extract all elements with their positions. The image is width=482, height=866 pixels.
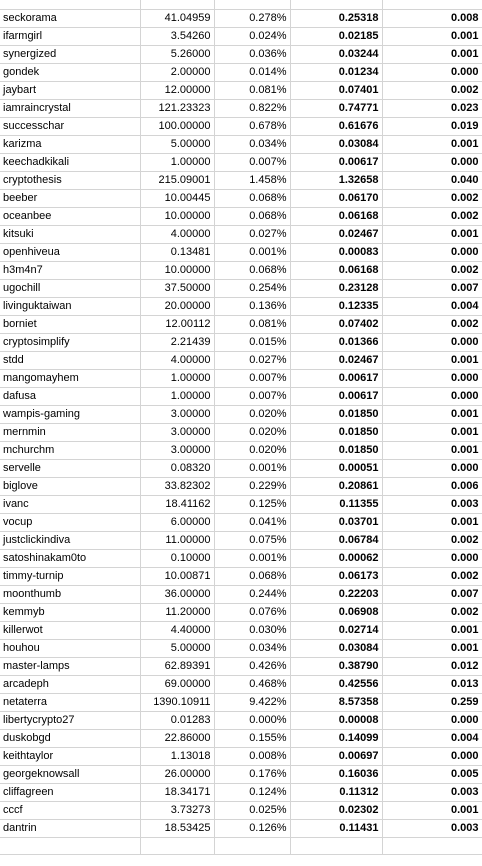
cell-payout[interactable]: 0.019 (382, 117, 482, 135)
cell-percent[interactable]: 0.024% (214, 27, 290, 45)
cell-percent[interactable]: 0.014% (214, 63, 290, 81)
cell-amount[interactable]: 10.00000 (140, 261, 214, 279)
cell-percent[interactable]: 0.468% (214, 675, 290, 693)
cell-empty[interactable] (214, 837, 290, 854)
cell-account[interactable]: dafusa (0, 387, 140, 405)
table-row (0, 603, 482, 621)
table-row (0, 765, 482, 783)
cell-share[interactable]: 0.01850 (290, 441, 382, 459)
cell-amount[interactable]: 1.00000 (140, 387, 214, 405)
cell-account[interactable]: jaybart (0, 81, 140, 99)
cell-share[interactable]: 0.00617 (290, 387, 382, 405)
cell-amount[interactable]: 12.00112 (140, 315, 214, 333)
cell-payout[interactable]: 0.002 (382, 531, 482, 549)
cell-empty[interactable] (0, 837, 140, 854)
cell-share[interactable]: 0.22203 (290, 585, 382, 603)
cell-empty[interactable] (0, 0, 140, 9)
cell-account[interactable]: houhou (0, 639, 140, 657)
cell-amount[interactable]: 0.08320 (140, 459, 214, 477)
cell-payout[interactable]: 0.003 (382, 819, 482, 837)
cell-account[interactable]: dantrin (0, 819, 140, 837)
cell-percent[interactable]: 0.034% (214, 135, 290, 153)
cell-share[interactable]: 0.25318 (290, 9, 382, 27)
cell-share[interactable]: 0.61676 (290, 117, 382, 135)
cell-amount[interactable]: 6.00000 (140, 513, 214, 531)
table-row (0, 135, 482, 153)
cell-share[interactable]: 0.02714 (290, 621, 382, 639)
cell-payout[interactable]: 0.002 (382, 207, 482, 225)
cell-amount[interactable]: 26.00000 (140, 765, 214, 783)
cell-amount[interactable]: 0.13481 (140, 243, 214, 261)
table-row (0, 495, 482, 513)
cell-percent[interactable]: 1.458% (214, 171, 290, 189)
cell-payout[interactable]: 0.001 (382, 225, 482, 243)
cell-share[interactable]: 0.00697 (290, 747, 382, 765)
cell-percent[interactable]: 0.081% (214, 81, 290, 99)
cell-account[interactable]: mangomayhem (0, 369, 140, 387)
cell-account[interactable]: h3m4n7 (0, 261, 140, 279)
cell-percent[interactable]: 0.155% (214, 729, 290, 747)
cell-account[interactable]: kitsuki (0, 225, 140, 243)
cell-amount[interactable]: 37.50000 (140, 279, 214, 297)
cell-share[interactable]: 0.02302 (290, 801, 382, 819)
table-row (0, 333, 482, 351)
table-row (0, 747, 482, 765)
table-row (0, 405, 482, 423)
cell-account[interactable]: iamraincrystal (0, 99, 140, 117)
table-row (0, 675, 482, 693)
cell-payout[interactable]: 0.001 (382, 135, 482, 153)
cell-amount[interactable]: 3.00000 (140, 405, 214, 423)
cell-share[interactable]: 0.01366 (290, 333, 382, 351)
cell-account[interactable]: kemmyb (0, 603, 140, 621)
cell-percent[interactable]: 0.068% (214, 207, 290, 225)
table-row (0, 261, 482, 279)
cell-amount[interactable]: 18.41162 (140, 495, 214, 513)
cell-share[interactable]: 1.32658 (290, 171, 382, 189)
cell-payout[interactable]: 0.040 (382, 171, 482, 189)
cell-percent[interactable]: 0.244% (214, 585, 290, 603)
cell-account[interactable]: cryptothesis (0, 171, 140, 189)
cell-percent[interactable]: 0.136% (214, 297, 290, 315)
cell-account[interactable]: seckorama (0, 9, 140, 27)
cell-amount[interactable]: 20.00000 (140, 297, 214, 315)
cell-amount[interactable]: 5.26000 (140, 45, 214, 63)
cell-account[interactable]: ugochill (0, 279, 140, 297)
cell-amount[interactable]: 18.53425 (140, 819, 214, 837)
cell-percent[interactable]: 0.001% (214, 459, 290, 477)
cell-share[interactable]: 0.00062 (290, 549, 382, 567)
cell-amount[interactable]: 2.21439 (140, 333, 214, 351)
cell-amount[interactable]: 62.89391 (140, 657, 214, 675)
cell-share[interactable]: 0.14099 (290, 729, 382, 747)
cell-amount[interactable]: 0.10000 (140, 549, 214, 567)
cell-share[interactable]: 0.03084 (290, 639, 382, 657)
cell-amount[interactable]: 22.86000 (140, 729, 214, 747)
cell-amount[interactable]: 3.00000 (140, 423, 214, 441)
cell-account[interactable]: mernmin (0, 423, 140, 441)
cell-account[interactable]: netaterra (0, 693, 140, 711)
cell-amount[interactable]: 121.23323 (140, 99, 214, 117)
cell-amount[interactable]: 4.40000 (140, 621, 214, 639)
cell-share[interactable]: 0.06168 (290, 207, 382, 225)
cell-amount[interactable]: 18.34171 (140, 783, 214, 801)
cell-payout[interactable]: 0.004 (382, 297, 482, 315)
cell-percent[interactable]: 0.027% (214, 351, 290, 369)
table-row (0, 423, 482, 441)
cell-payout[interactable]: 0.023 (382, 99, 482, 117)
cell-amount[interactable]: 41.04959 (140, 9, 214, 27)
table-row (0, 207, 482, 225)
cell-amount[interactable]: 1.00000 (140, 153, 214, 171)
cell-account[interactable]: cliffagreen (0, 783, 140, 801)
cell-account[interactable]: synergized (0, 45, 140, 63)
cell-percent[interactable]: 0.081% (214, 315, 290, 333)
cell-amount[interactable]: 5.00000 (140, 135, 214, 153)
cell-account[interactable]: borniet (0, 315, 140, 333)
cell-percent[interactable]: 0.020% (214, 441, 290, 459)
cell-account[interactable]: gondek (0, 63, 140, 81)
cell-amount[interactable]: 1390.10911 (140, 693, 214, 711)
cell-share[interactable]: 0.23128 (290, 279, 382, 297)
cell-account[interactable]: georgeknowsall (0, 765, 140, 783)
cell-account[interactable]: mchurchm (0, 441, 140, 459)
cell-account[interactable]: killerwot (0, 621, 140, 639)
cell-account[interactable]: satoshinakam0to (0, 549, 140, 567)
cell-payout[interactable]: 0.002 (382, 603, 482, 621)
cell-share[interactable]: 0.01234 (290, 63, 382, 81)
cell-payout[interactable]: 0.259 (382, 693, 482, 711)
table-row (0, 369, 482, 387)
cell-percent[interactable]: 0.030% (214, 621, 290, 639)
cell-share[interactable]: 0.38790 (290, 657, 382, 675)
cell-share[interactable]: 0.03244 (290, 45, 382, 63)
cell-account[interactable]: stdd (0, 351, 140, 369)
cell-account[interactable]: timmy-turnip (0, 567, 140, 585)
table-row (0, 171, 482, 189)
table-row (0, 315, 482, 333)
cell-account[interactable]: karizma (0, 135, 140, 153)
table-row (0, 657, 482, 675)
cell-amount[interactable]: 3.73273 (140, 801, 214, 819)
cell-share[interactable]: 0.00051 (290, 459, 382, 477)
cell-payout[interactable]: 0.002 (382, 567, 482, 585)
cell-percent[interactable]: 0.229% (214, 477, 290, 495)
cell-payout[interactable]: 0.001 (382, 45, 482, 63)
table-row (0, 693, 482, 711)
cell-percent[interactable]: 0.126% (214, 819, 290, 837)
cell-share[interactable]: 0.00617 (290, 369, 382, 387)
cell-payout[interactable]: 0.000 (382, 369, 482, 387)
cell-share[interactable]: 0.42556 (290, 675, 382, 693)
cell-amount[interactable]: 4.00000 (140, 351, 214, 369)
cell-percent[interactable]: 0.015% (214, 333, 290, 351)
cell-amount[interactable]: 11.00000 (140, 531, 214, 549)
cell-share[interactable]: 0.11312 (290, 783, 382, 801)
cell-account[interactable]: livinguktaiwan (0, 297, 140, 315)
cell-share[interactable]: 0.07401 (290, 81, 382, 99)
table-row (0, 9, 482, 27)
cell-account[interactable]: servelle (0, 459, 140, 477)
cell-empty[interactable] (214, 0, 290, 9)
cell-amount[interactable]: 12.00000 (140, 81, 214, 99)
table-row (0, 819, 482, 837)
table-row (0, 513, 482, 531)
cell-amount[interactable]: 4.00000 (140, 225, 214, 243)
cell-percent[interactable]: 0.278% (214, 9, 290, 27)
cell-payout[interactable]: 0.005 (382, 765, 482, 783)
cell-share[interactable]: 0.11355 (290, 495, 382, 513)
cell-percent[interactable]: 0.176% (214, 765, 290, 783)
cell-account[interactable]: openhiveua (0, 243, 140, 261)
cell-payout[interactable]: 0.004 (382, 729, 482, 747)
cell-percent[interactable]: 0.036% (214, 45, 290, 63)
cell-percent[interactable]: 0.020% (214, 405, 290, 423)
cell-percent[interactable]: 0.125% (214, 495, 290, 513)
cell-amount[interactable]: 69.00000 (140, 675, 214, 693)
cell-payout[interactable]: 0.006 (382, 477, 482, 495)
cell-share[interactable]: 0.11431 (290, 819, 382, 837)
cell-account[interactable]: vocup (0, 513, 140, 531)
cell-account[interactable]: cryptosimplify (0, 333, 140, 351)
cell-payout[interactable]: 0.000 (382, 153, 482, 171)
cell-payout[interactable]: 0.008 (382, 9, 482, 27)
cell-account[interactable]: beeber (0, 189, 140, 207)
cell-share[interactable]: 0.20861 (290, 477, 382, 495)
cell-amount[interactable]: 3.00000 (140, 441, 214, 459)
table-row (0, 729, 482, 747)
table-row (0, 81, 482, 99)
cell-share[interactable]: 0.02467 (290, 351, 382, 369)
cell-payout[interactable]: 0.000 (382, 459, 482, 477)
cell-account[interactable]: arcadeph (0, 675, 140, 693)
cell-payout[interactable]: 0.000 (382, 63, 482, 81)
cell-account[interactable]: libertycrypto27 (0, 711, 140, 729)
cell-percent[interactable]: 0.034% (214, 639, 290, 657)
table-row (0, 621, 482, 639)
cell-empty[interactable] (140, 837, 214, 854)
table-row (0, 27, 482, 45)
cell-percent[interactable]: 0.007% (214, 387, 290, 405)
cell-percent[interactable]: 0.068% (214, 261, 290, 279)
cell-percent[interactable]: 0.041% (214, 513, 290, 531)
cell-share[interactable]: 0.07402 (290, 315, 382, 333)
cell-account[interactable]: wampis-gaming (0, 405, 140, 423)
cell-account[interactable]: ivanc (0, 495, 140, 513)
cell-amount[interactable]: 100.00000 (140, 117, 214, 135)
cell-amount[interactable]: 11.20000 (140, 603, 214, 621)
cell-percent[interactable]: 0.001% (214, 549, 290, 567)
cell-amount[interactable]: 3.54260 (140, 27, 214, 45)
cell-account[interactable]: duskobgd (0, 729, 140, 747)
cell-payout[interactable]: 0.002 (382, 189, 482, 207)
cell-payout[interactable]: 0.000 (382, 387, 482, 405)
cell-amount[interactable]: 0.01283 (140, 711, 214, 729)
cell-payout[interactable]: 0.001 (382, 405, 482, 423)
cell-empty[interactable] (290, 837, 382, 854)
table-row (0, 189, 482, 207)
table-row (0, 711, 482, 729)
cell-payout[interactable]: 0.001 (382, 513, 482, 531)
cell-account[interactable]: oceanbee (0, 207, 140, 225)
cell-amount[interactable]: 1.00000 (140, 369, 214, 387)
cell-empty[interactable] (140, 0, 214, 9)
cell-account[interactable]: successchar (0, 117, 140, 135)
cell-payout[interactable]: 0.001 (382, 351, 482, 369)
cell-share[interactable]: 0.00083 (290, 243, 382, 261)
cell-payout[interactable]: 0.000 (382, 549, 482, 567)
cell-percent[interactable]: 0.027% (214, 225, 290, 243)
cell-account[interactable]: ifarmgirl (0, 27, 140, 45)
cell-share[interactable]: 0.12335 (290, 297, 382, 315)
cell-percent[interactable]: 0.025% (214, 801, 290, 819)
table-row (0, 63, 482, 81)
cell-percent[interactable]: 0.000% (214, 711, 290, 729)
cell-share[interactable]: 0.03084 (290, 135, 382, 153)
cell-percent[interactable]: 0.020% (214, 423, 290, 441)
cell-percent[interactable]: 0.001% (214, 243, 290, 261)
cell-payout[interactable]: 0.002 (382, 81, 482, 99)
cell-percent[interactable]: 0.068% (214, 189, 290, 207)
table-row (0, 801, 482, 819)
cell-payout[interactable]: 0.000 (382, 243, 482, 261)
cell-share[interactable]: 0.74771 (290, 99, 382, 117)
cell-share[interactable]: 0.03701 (290, 513, 382, 531)
table-row (0, 225, 482, 243)
cell-share[interactable]: 0.06168 (290, 261, 382, 279)
cell-payout[interactable]: 0.001 (382, 27, 482, 45)
cell-percent[interactable]: 0.075% (214, 531, 290, 549)
cell-payout[interactable]: 0.000 (382, 711, 482, 729)
cell-amount[interactable]: 5.00000 (140, 639, 214, 657)
cell-amount[interactable]: 10.00000 (140, 207, 214, 225)
table-row (0, 387, 482, 405)
cell-share[interactable]: 0.06784 (290, 531, 382, 549)
table-row (0, 297, 482, 315)
cell-percent[interactable]: 0.426% (214, 657, 290, 675)
cell-share[interactable]: 0.16036 (290, 765, 382, 783)
cell-payout[interactable]: 0.000 (382, 747, 482, 765)
table-row (0, 153, 482, 171)
table-row (0, 585, 482, 603)
cell-payout[interactable]: 0.003 (382, 495, 482, 513)
cell-share[interactable]: 0.06170 (290, 189, 382, 207)
cell-payout[interactable]: 0.001 (382, 621, 482, 639)
table-row (0, 783, 482, 801)
table-row-empty (0, 837, 482, 854)
cell-percent[interactable]: 0.678% (214, 117, 290, 135)
cell-account[interactable]: moonthumb (0, 585, 140, 603)
cell-share[interactable]: 0.02467 (290, 225, 382, 243)
cell-percent[interactable]: 0.254% (214, 279, 290, 297)
cell-amount[interactable]: 10.00871 (140, 567, 214, 585)
cell-amount[interactable]: 10.00445 (140, 189, 214, 207)
table-row (0, 117, 482, 135)
table-row (0, 351, 482, 369)
cell-payout[interactable]: 0.002 (382, 315, 482, 333)
cell-percent[interactable]: 9.422% (214, 693, 290, 711)
cell-payout[interactable]: 0.003 (382, 783, 482, 801)
table-row (0, 639, 482, 657)
cell-percent[interactable]: 0.008% (214, 747, 290, 765)
cell-empty[interactable] (382, 0, 482, 9)
cell-payout[interactable]: 0.013 (382, 675, 482, 693)
cell-payout[interactable]: 0.001 (382, 801, 482, 819)
cell-share[interactable]: 0.01850 (290, 423, 382, 441)
cell-empty[interactable] (290, 0, 382, 9)
cell-share[interactable]: 0.00008 (290, 711, 382, 729)
cell-share[interactable]: 0.06908 (290, 603, 382, 621)
cell-percent[interactable]: 0.007% (214, 369, 290, 387)
cell-amount[interactable]: 33.82302 (140, 477, 214, 495)
table-row (0, 99, 482, 117)
table-row (0, 243, 482, 261)
table-row (0, 45, 482, 63)
cell-account[interactable]: keithtaylor (0, 747, 140, 765)
cell-percent[interactable]: 0.822% (214, 99, 290, 117)
cell-share[interactable]: 0.02185 (290, 27, 382, 45)
cell-payout[interactable]: 0.001 (382, 441, 482, 459)
cell-share[interactable]: 0.00617 (290, 153, 382, 171)
cell-amount[interactable]: 215.09001 (140, 171, 214, 189)
cell-payout[interactable]: 0.001 (382, 639, 482, 657)
table-row (0, 567, 482, 585)
cell-share[interactable]: 0.06173 (290, 567, 382, 585)
table-row (0, 279, 482, 297)
cell-amount[interactable]: 2.00000 (140, 63, 214, 81)
table-row (0, 459, 482, 477)
cell-payout[interactable]: 0.000 (382, 333, 482, 351)
cell-empty[interactable] (382, 837, 482, 854)
table-row (0, 531, 482, 549)
cell-payout[interactable]: 0.007 (382, 585, 482, 603)
cell-account[interactable]: cccf (0, 801, 140, 819)
cell-percent[interactable]: 0.068% (214, 567, 290, 585)
cell-percent[interactable]: 0.007% (214, 153, 290, 171)
cell-account[interactable]: keechadkikali (0, 153, 140, 171)
cell-account[interactable]: master-lamps (0, 657, 140, 675)
table-row (0, 549, 482, 567)
cell-share[interactable]: 0.01850 (290, 405, 382, 423)
cell-payout[interactable]: 0.007 (382, 279, 482, 297)
cell-percent[interactable]: 0.076% (214, 603, 290, 621)
cell-percent[interactable]: 0.124% (214, 783, 290, 801)
cell-account[interactable]: justclickindiva (0, 531, 140, 549)
cell-amount[interactable]: 36.00000 (140, 585, 214, 603)
table-row-partial (0, 0, 482, 9)
cell-payout[interactable]: 0.001 (382, 423, 482, 441)
cell-account[interactable]: biglove (0, 477, 140, 495)
cell-share[interactable]: 8.57358 (290, 693, 382, 711)
cell-payout[interactable]: 0.002 (382, 261, 482, 279)
cell-payout[interactable]: 0.012 (382, 657, 482, 675)
cell-amount[interactable]: 1.13018 (140, 747, 214, 765)
table-row (0, 477, 482, 495)
table-row (0, 441, 482, 459)
